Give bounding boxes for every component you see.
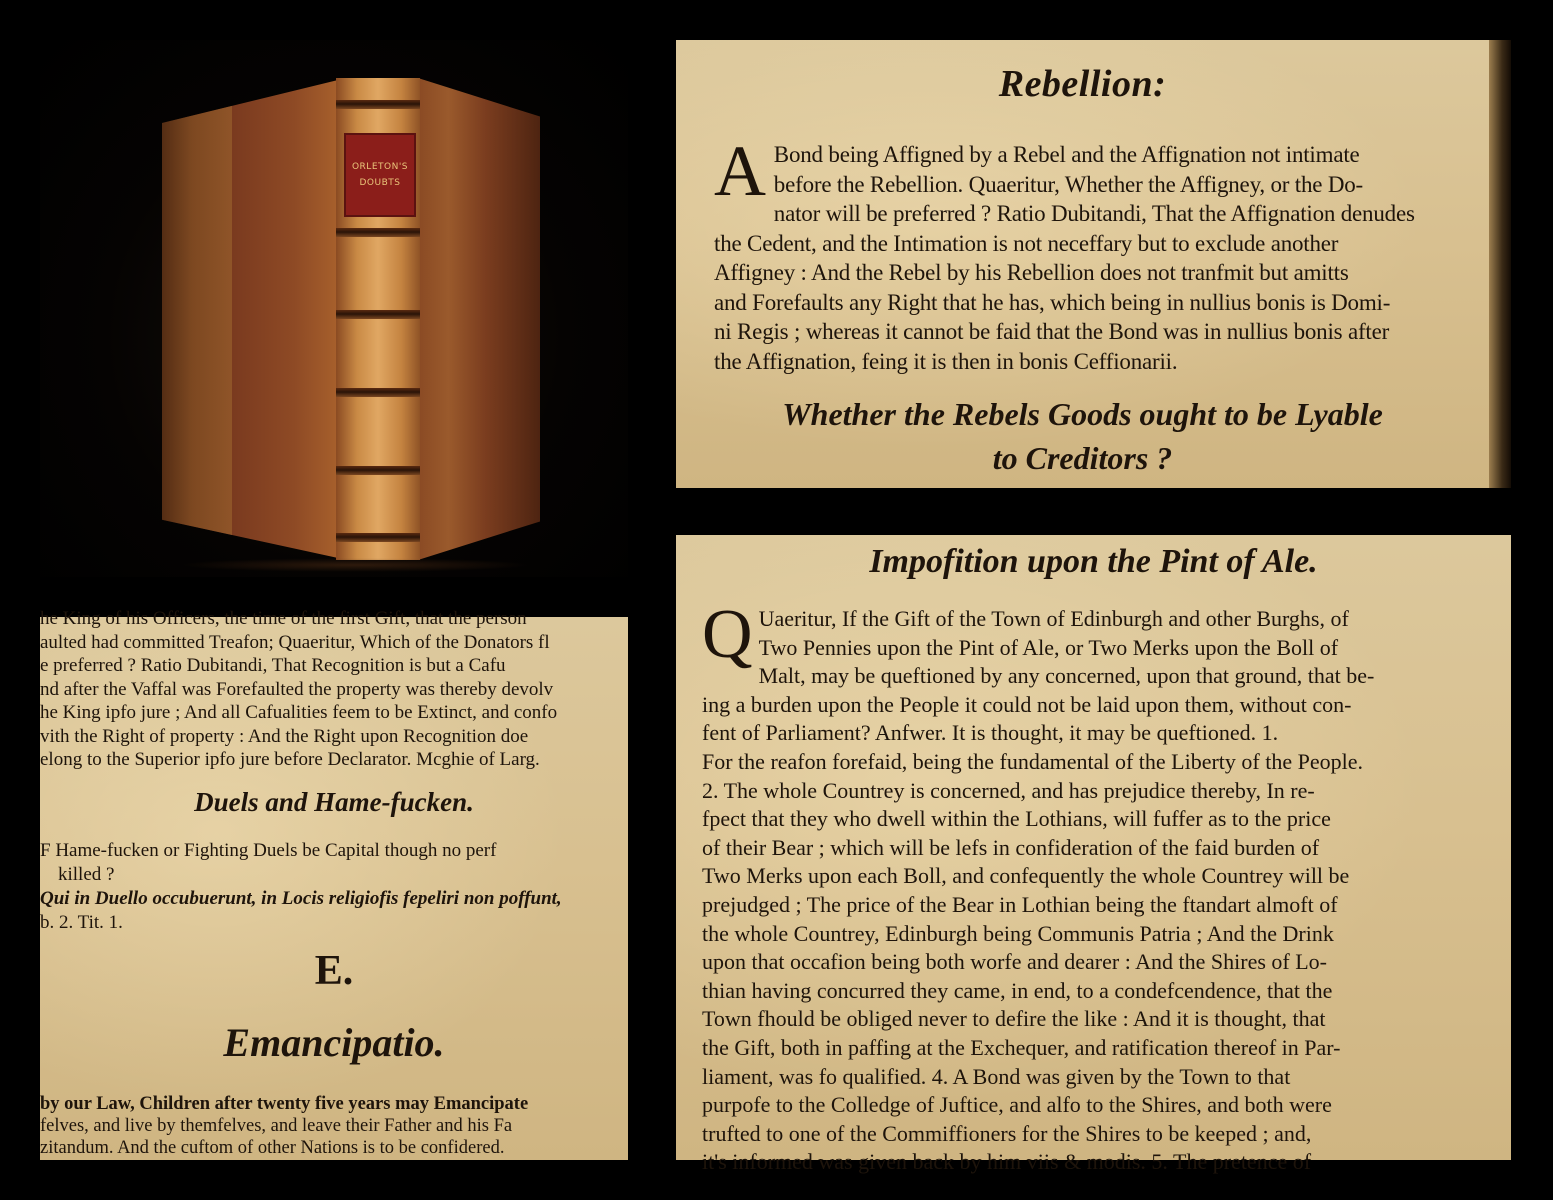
duels-page: [40, 608, 628, 1160]
text-line: by our Law, Children after twenty five years may Emancipate: [40, 1094, 529, 1114]
text-line: Two Merks upon each Boll, and confequently the whole Countrey will be: [702, 863, 1350, 889]
text-line: the Cedent, and the Intimation is not neceffary but to exclude another: [714, 230, 1339, 256]
text-line: nd after the Vaffal was Forefaulted the property was thereby devolv: [40, 678, 554, 700]
text-line: nator will be preferred ? Ratio Dubitandi, That the Affignation denudes: [773, 201, 1415, 226]
text-line: 2. The whole Countrey is concerned, and has prejudice thereby, In re-: [702, 777, 1315, 803]
book-shadow: [180, 558, 530, 572]
text-line: the whole Countrey, Edinburgh being Communis Patria ; And the Drink: [702, 920, 1334, 946]
rebellion-title: Rebellion:: [998, 63, 1167, 105]
text-line: e preferred ? Ratio Dubitandi, That Recognition is but a Cafu: [40, 655, 506, 676]
imposition-page: [676, 535, 1511, 1175]
text-line: he King of his Officers, the time of the first Gift, that the person: [40, 608, 527, 629]
drop-cap: Q: [702, 596, 753, 673]
spine-band: [336, 228, 420, 237]
text-line: and Forefaults any Right that he has, which being in nullius bonis is Domi-: [714, 289, 1391, 315]
text-line: F Hame-fucken or Fighting Duels be Capital though no perf: [40, 840, 497, 861]
text-line: the Affignation, feing it is then in bonis Ceffionarii.: [714, 348, 1178, 374]
text-line: Malt, may be queftioned by any concerned, upon that ground, that be-: [758, 663, 1375, 689]
text-line: of their Bear ; which will be lefs in confideration of the faid burden of: [702, 834, 1320, 860]
text-line: vith the Right of property : And the Right upon Recognition doe: [40, 725, 529, 747]
emancipatio-paragraph: [40, 1093, 680, 1159]
text-line: killed ?: [58, 864, 115, 885]
text-line: ni Regis ; whereas it cannot be faid that the Bond was in nullius bonis after: [714, 319, 1390, 344]
imposition-body: [702, 596, 1502, 1177]
spine-title-label: [344, 133, 416, 217]
imposition-title: Impofition upon the Pint of Ale.: [869, 543, 1318, 580]
text-line: upon that occafion being both worfe and dearer : And the Shires of Lo-: [702, 949, 1327, 975]
text-line: Qui in Duello occubuerunt, in Locis religiofis fepeliri non poffunt,: [40, 888, 562, 909]
spine-label-line: ORLETON'S: [351, 162, 409, 172]
text-line: For the reafon forefaid, being the fundamental of the Liberty of the People.: [702, 748, 1363, 774]
book-back-board: [418, 78, 540, 560]
duels-question: [40, 839, 680, 935]
text-line: Town fhould be obliged never to defire the like : And it is thought, that: [702, 1006, 1326, 1032]
subheading-line: Whether the Rebels Goods ought to be Lyable: [782, 396, 1383, 432]
text-line: thian having concurred they came, in end, to a condefcendence, that the: [702, 977, 1333, 1003]
rebellion-body: [714, 131, 1474, 376]
text-line: liament, was fo qualified. 4. A Bond was given by the Town to that: [702, 1063, 1291, 1089]
text-line: aulted had committed Treafon; Quaeritur, Which of the Donators fl: [40, 631, 550, 653]
section-letter: E.: [314, 948, 354, 994]
rebellion-subheading: [676, 392, 1489, 480]
book-photo: [40, 40, 628, 577]
text-line: before the Rebellion. Quaeritur, Whether the Affigney, or the Do-: [773, 171, 1363, 197]
emancipatio-title: Emancipatio.: [223, 1020, 445, 1065]
spine-band: [336, 533, 420, 542]
duels-top-paragraph: [40, 608, 680, 772]
spine-band: [336, 310, 420, 319]
spine-band: [336, 100, 420, 109]
subheading-line: to Creditors ?: [992, 440, 1173, 476]
text-line: it's informed was given back by him viis & modis. 5. The pretence of: [702, 1149, 1312, 1175]
spine-label-line: DOUBTS: [359, 178, 401, 188]
spine-band: [336, 388, 420, 397]
text-line: Affigney : And the Rebel by his Rebellion does not tranfmit but amitts: [714, 260, 1349, 285]
text-line: b. 2. Tit. 1.: [40, 912, 123, 933]
text-line: elong to the Superior ipfo jure before Declarator. Mcghie of Larg.: [40, 749, 540, 770]
text-line: purpofe to the Colledge of Juftice, and alfo to the Shires, and both were: [702, 1092, 1332, 1118]
text-line: prejudged ; The price of the Bear in Lothian being the ftandart almoft of: [702, 891, 1338, 917]
text-line: fpect that they who dwell within the Lothians, will fuffer as to the price: [702, 806, 1331, 832]
drop-cap: A: [714, 131, 766, 211]
text-line: felves, and live by themfelves, and leave their Father and his Fa: [40, 1116, 513, 1136]
text-line: Uaeritur, If the Gift of the Town of Edinburgh and other Burghs, of: [758, 606, 1349, 631]
rebellion-page: [676, 40, 1511, 488]
text-line: he King ipfo jure ; And all Cafualities feem to be Extinct, and confo: [40, 702, 558, 723]
page-edge: [1489, 40, 1511, 488]
text-line: trufted to one of the Commiffioners for the Shires to be keeped ; and,: [702, 1120, 1312, 1146]
text-line: Bond being Affigned by a Rebel and the Affignation not intimate: [773, 142, 1360, 167]
book-front-board: [162, 80, 338, 558]
text-line: Two Pennies upon the Pint of Ale, or Two Merks upon the Boll of: [758, 634, 1339, 660]
duels-title: Duels and Hame-fucken.: [194, 787, 474, 817]
text-line: ing a burden upon the People it could not be laid upon them, without con-: [702, 691, 1352, 717]
spine-band: [336, 466, 420, 475]
text-line: the Gift, both in paffing at the Exchequer, and ratification thereof in Par-: [702, 1034, 1341, 1060]
text-line: fent of Parliament? Anfwer. It is thought, it may be queftioned. 1.: [702, 720, 1279, 746]
book-spine: [336, 78, 420, 560]
text-line: zitandum. And the cuftom of other Nations is to be confidered.: [40, 1138, 505, 1158]
